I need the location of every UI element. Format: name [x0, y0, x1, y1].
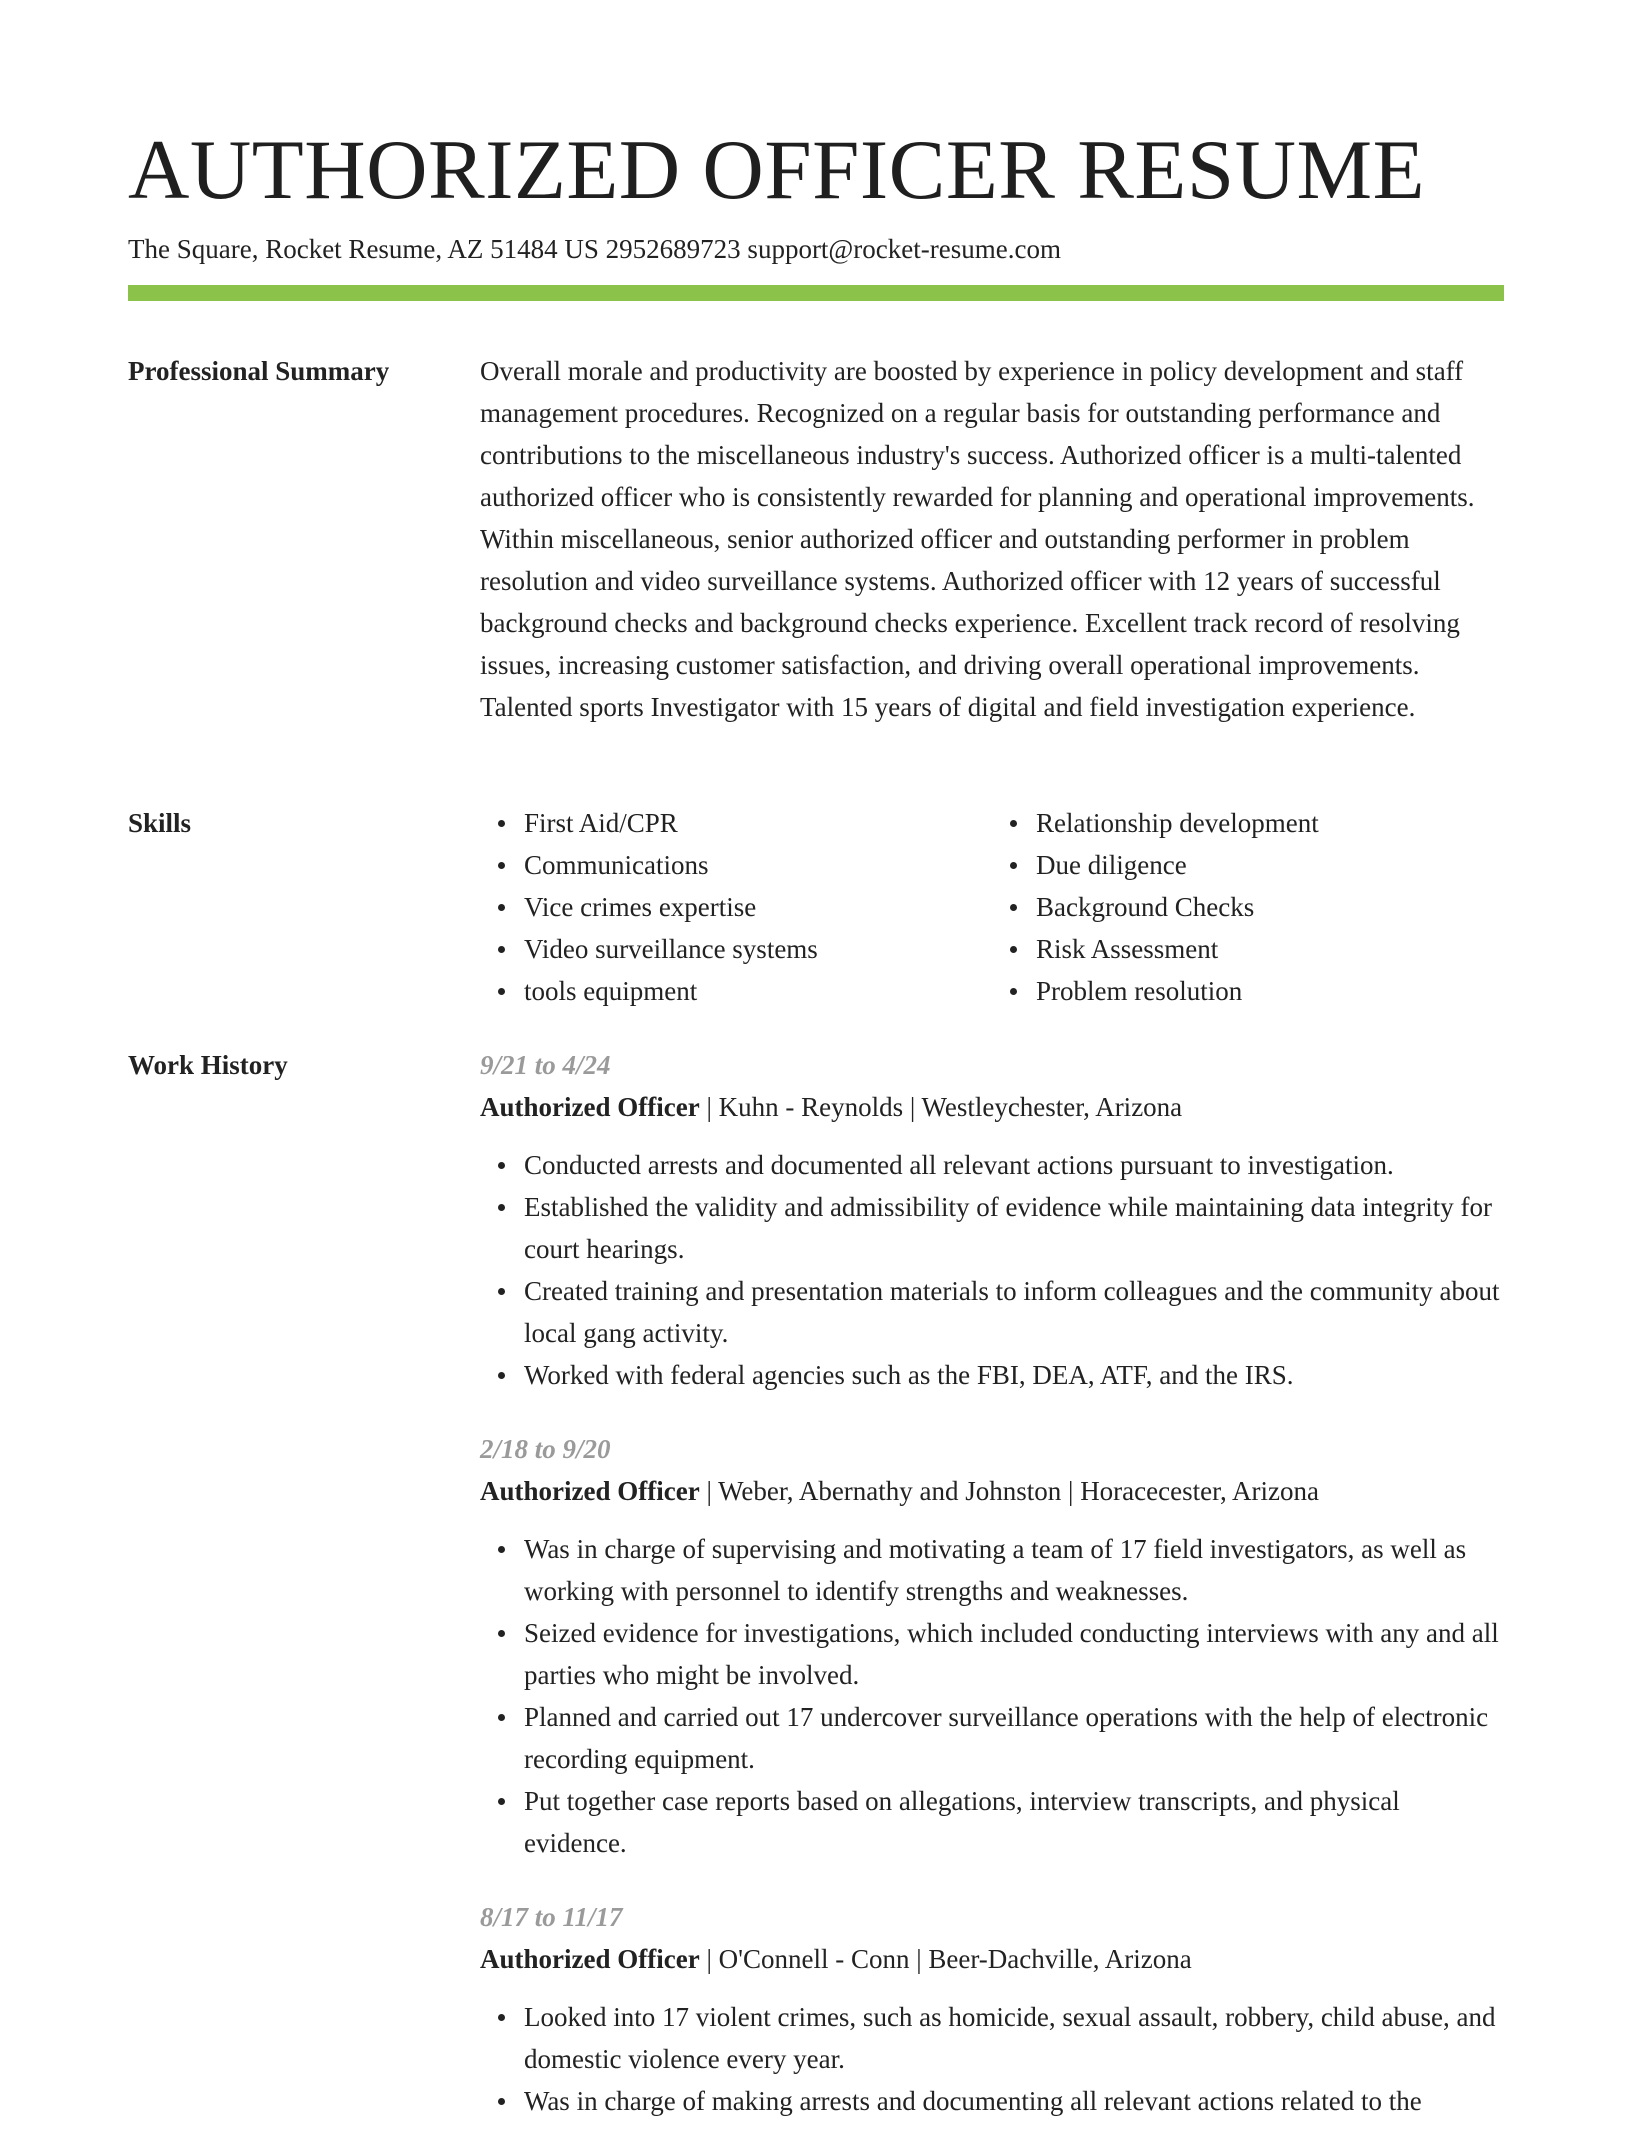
- job-location: Beer-Dachville, Arizona: [928, 1944, 1192, 1974]
- job-title: Authorized Officer: [480, 1944, 700, 1974]
- job-heading: [480, 1086, 1504, 1128]
- skills-list-left: [480, 802, 992, 1012]
- job-location: Westleychester, Arizona: [921, 1092, 1183, 1122]
- job-entry: [480, 1044, 1504, 1396]
- skill-item: Background Checks: [1036, 886, 1504, 928]
- job-bullet: Established the validity and admissibility of evidence while maintaining data integrity for court hearings.: [524, 1186, 1504, 1270]
- job-entry: [480, 1896, 1504, 2122]
- skill-item: Video surveillance systems: [524, 928, 992, 970]
- job-separator: |: [699, 1092, 719, 1122]
- job-bullet: Conducted arrests and documented all relevant actions pursuant to investigation.: [524, 1144, 1504, 1186]
- job-dates: 9/21 to 4/24: [480, 1050, 611, 1080]
- job-dates: 8/17 to 11/17: [480, 1902, 623, 1932]
- job-bullet: Put together case reports based on allegations, interview transcripts, and physical evidence.: [524, 1780, 1504, 1864]
- skills-heading: Skills: [128, 808, 192, 838]
- summary-heading: Professional Summary: [128, 356, 390, 386]
- work-history-body: [480, 1044, 1504, 2154]
- job-bullets: [480, 1144, 1504, 1396]
- summary-body: [480, 350, 1504, 728]
- job-entry: [480, 1428, 1504, 1864]
- job-bullets: [480, 1528, 1504, 1864]
- job-company: Weber, Abernathy and Johnston: [718, 1476, 1062, 1506]
- skill-item: tools equipment: [524, 970, 992, 1012]
- job-company: O'Connell - Conn: [718, 1944, 910, 1974]
- skill-item: Problem resolution: [1036, 970, 1504, 1012]
- skill-item: Communications: [524, 844, 992, 886]
- header-divider: [128, 285, 1504, 301]
- job-bullet: Worked with federal agencies such as the FBI, DEA, ATF, and the IRS.: [524, 1354, 1504, 1396]
- job-bullet: Planned and carried out 17 undercover surveillance operations with the help of electronic recording equipment.: [524, 1696, 1504, 1780]
- job-bullets: [480, 1996, 1504, 2122]
- skills-body: [480, 802, 1504, 1012]
- job-heading: [480, 1938, 1504, 1980]
- skill-item: Risk Assessment: [1036, 928, 1504, 970]
- skill-item: Due diligence: [1036, 844, 1504, 886]
- job-separator: |: [903, 1092, 922, 1122]
- job-company: Kuhn - Reynolds: [718, 1092, 904, 1122]
- job-bullet: Was in charge of making arrests and documenting all relevant actions related to the: [524, 2080, 1504, 2122]
- job-dates: 2/18 to 9/20: [480, 1434, 611, 1464]
- skill-item: Relationship development: [1036, 802, 1504, 844]
- job-title: Authorized Officer: [480, 1476, 700, 1506]
- resume-title: AUTHORIZED OFFICER RESUME: [128, 123, 1426, 217]
- job-title: Authorized Officer: [480, 1092, 700, 1122]
- skills-list-right: [992, 802, 1504, 1012]
- work-history-heading: Work History: [128, 1050, 288, 1080]
- job-heading: [480, 1470, 1504, 1512]
- job-bullet: Was in charge of supervising and motivating a team of 17 field investigators, as well as working with personnel to identify strengths and weaknesses.: [524, 1528, 1504, 1612]
- job-location: Horacecester, Arizona: [1080, 1476, 1319, 1506]
- summary-text: Overall morale and productivity are boosted by experience in policy development and staff management procedures. Recognized on a regular basis for outstanding performance and contributions to the miscellaneous industry's success. Authorized officer is a multi-talented authorized officer who is consistently rewarded for planning and operational improvements. Within miscellaneous, senior authorized officer and outstanding performer in problem resolution and video surveillance systems. Authorized officer with 12 years of successful background checks and background checks experience. Excellent track record of resolving issues, increasing customer satisfaction, and driving overall operational improvements. Talented sports Investigator with 15 years of digital and field investigation experience.: [480, 356, 1475, 722]
- job-separator: |: [1061, 1476, 1081, 1506]
- job-separator: |: [909, 1944, 929, 1974]
- skill-item: Vice crimes expertise: [524, 886, 992, 928]
- skill-item: First Aid/CPR: [524, 802, 992, 844]
- job-bullet: Seized evidence for investigations, which included conducting interviews with any and all parties who might be involved.: [524, 1612, 1504, 1696]
- job-separator: |: [699, 1476, 719, 1506]
- job-separator: |: [699, 1944, 719, 1974]
- contact-line: The Square, Rocket Resume, AZ 51484 US 2952689723 support@rocket-resume.com: [128, 234, 1061, 264]
- job-bullet: Looked into 17 violent crimes, such as homicide, sexual assault, robbery, child abuse, and domestic violence every year.: [524, 1996, 1504, 2080]
- job-bullet: Created training and presentation materials to inform colleagues and the community about local gang activity.: [524, 1270, 1504, 1354]
